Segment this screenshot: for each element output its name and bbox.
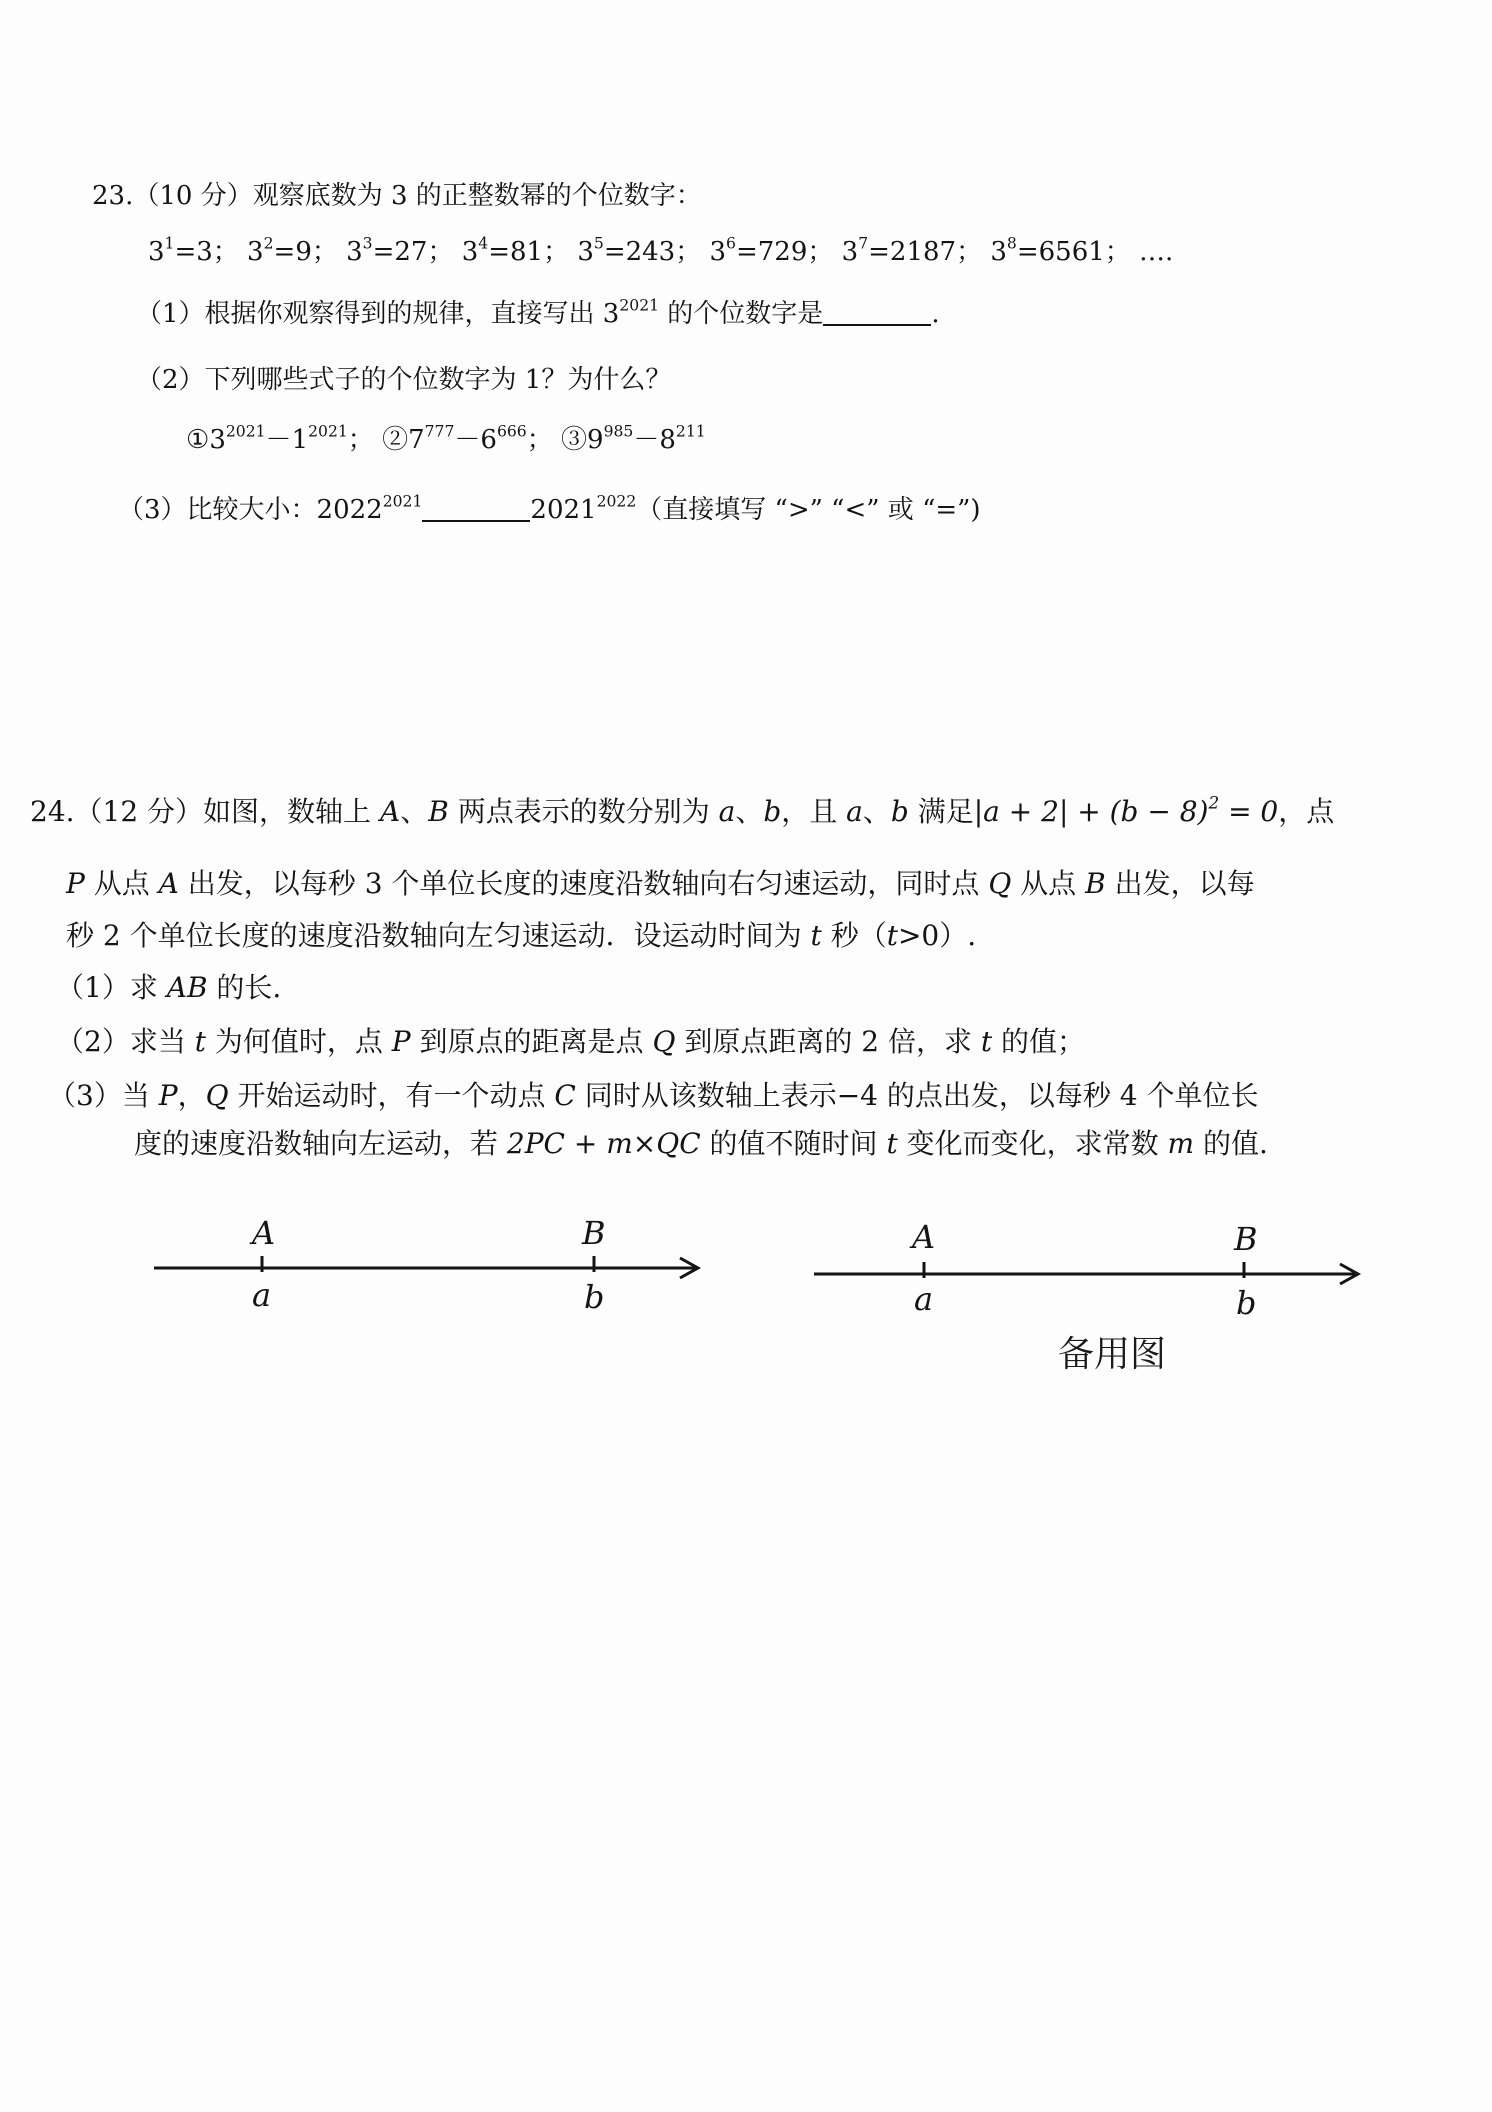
q24-line-1: 24.（12 分）如图，数轴上 A、B 两点表示的数分别为 a、b，且 a、b 满足$|a + 2| + (b - 8)^2 = 0$，点 [30,792,1335,828]
value-label-a: a [914,1280,934,1318]
condition-equation: $|a + 2| + (b - 8)^2 = 0$ [973,792,1279,828]
spare-figure-caption: 备用图 [1058,1334,1167,1375]
power-term: $3^5=243$； [569,234,702,267]
q23-part-2: （2）下列哪些式子的个位数字为 1？为什么？ [136,365,672,395]
point-label-A: A [912,1218,936,1256]
number-line-spare-diagram [808,1202,1368,1332]
power-term: $3^6=729$； [701,234,834,267]
value-label-b: b [1236,1284,1257,1322]
number-line-spare-figure [808,1202,1368,1336]
point-label-B: B [582,1214,606,1252]
power-term: $3^4=81$； [453,234,570,267]
answer-blank[interactable] [823,298,931,326]
power-term: $3^7=2187$； [833,234,983,267]
q24-line-2: P 从点 A 出发，以每秒 3 个单位长度的速度沿数轴向右匀速运动，同时点 Q 从点 B 出发，以每 [66,867,1255,900]
q24-part-1: （1）求 AB 的长. [56,971,282,1004]
point-label-B: B [1234,1220,1258,1258]
power-term: $3^2=9$； [238,234,338,267]
ellipsis: …. [1130,237,1174,267]
value-label-b: b [584,1278,605,1316]
answer-blank[interactable] [422,494,530,522]
value-label-a: a [252,1276,272,1314]
q24-part-3: （3）当 P，Q 开始运动时，有一个动点 C 同时从该数轴上表示−4 的点出发，以每秒 4 个单位长 [48,1079,1259,1112]
q24-part-3-cont: 度的速度沿数轴向左运动，若 2PC + m×QC 的值不随时间 t 变化而变化，求常数 m 的值. [134,1127,1268,1160]
power-term: $3^1=3$； [148,234,239,267]
q23-part-3: （3）比较大小：$2022^{2021}$ $2021^{2022}$（直接填写 “>” “<” 或 “=”) [118,492,981,525]
power-term: $3^8=6561$； [982,234,1131,267]
q23-part-2-items: $①3^{2021}-1^{2021}$； $②7^{777}-6^{666}$； $③9^{985}-8^{211}$ [186,422,706,455]
number-line-figure [148,1200,708,1334]
q24-line-3: 秒 2 个单位长度的速度沿数轴向左匀速运动．设运动时间为 t 秒（t>0）. [66,919,977,952]
power-term: $3^3=27$； [337,234,454,267]
number-line-diagram [148,1200,708,1330]
point-label-A: A [252,1214,276,1252]
q23-powers-sequence [148,232,1173,272]
q24-part-2: （2）求当 t 为何值时，点 P 到原点的距离是点 Q 到原点距离的 2 倍，求 t 的值； [56,1025,1086,1058]
q23-header: 23.（10 分）观察底数为 3 的正整数幂的个位数字： [92,181,702,211]
q23-part-1: （1）根据你观察得到的规律，直接写出 $3^{2021}$ 的个位数字是 . [136,296,940,329]
